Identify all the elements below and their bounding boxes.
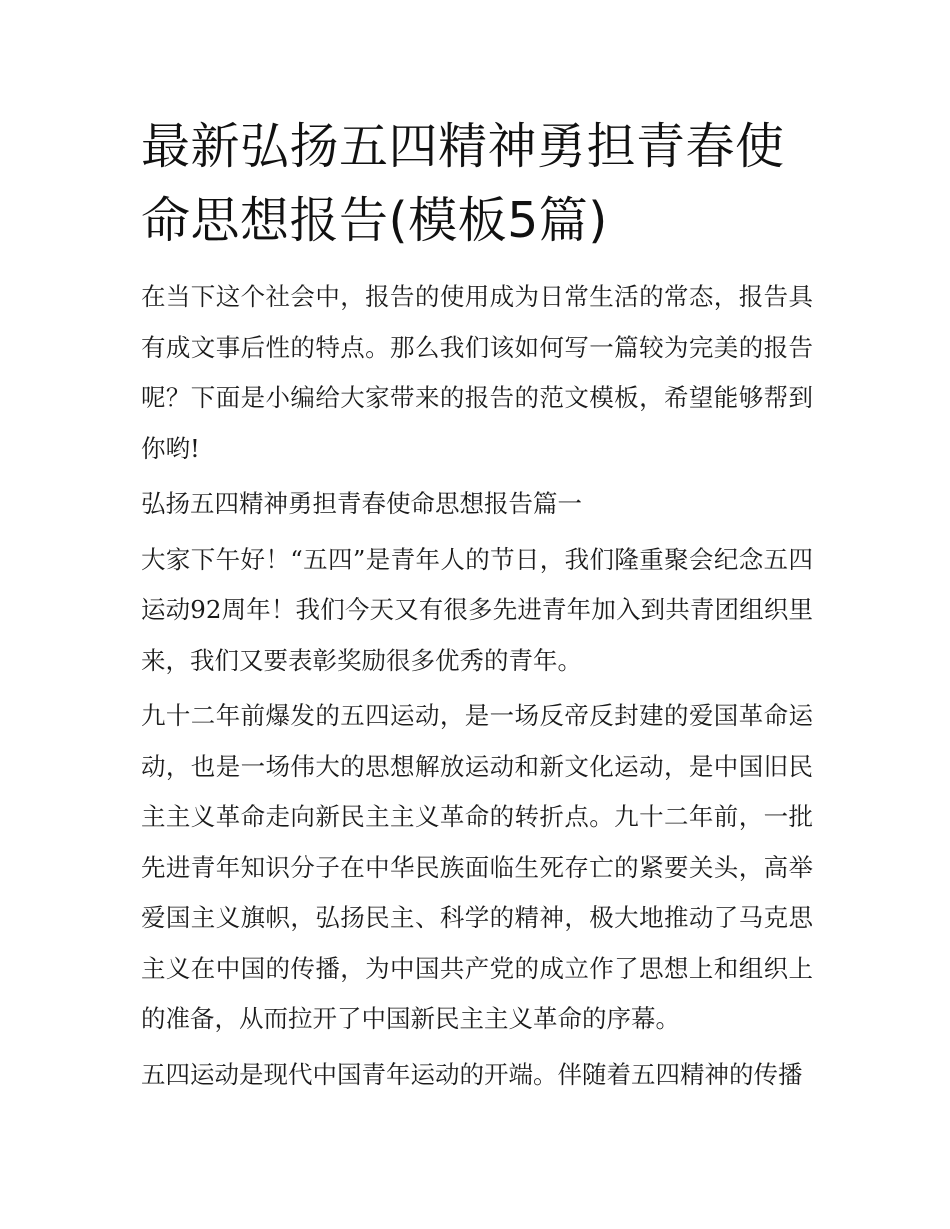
section-heading: 弘扬五四精神勇担青春使命思想报告篇一 (141, 489, 582, 518)
document-body (141, 110, 813, 1100)
body-paragraph: 大家下午好！“五四”是青年人的节日，我们隆重聚会纪念五四运动92周年！我们今天又有很多先进青年加入到共青团组织里来，我们又要表彰奖励很多优秀的青年。 (141, 544, 813, 675)
intro-paragraph: 在当下这个社会中，报告的使用成为日常生活的常态，报告具有成文事后性的特点。那么我们该如何写一篇较为完美的报告呢？下面是小编给大家带来的报告的范文模板，希望能够帮到你哟! (141, 282, 813, 463)
body-paragraph: 五四运动是现代中国青年运动的开端。伴随着五四精神的传播 (141, 1059, 803, 1089)
document-title: 最新弘扬五四精神勇担青春使命思想报告(模板5篇) (141, 118, 785, 249)
body-paragraph: 九十二年前爆发的五四运动，是一场反帝反封建的爱国革命运动，也是一场伟大的思想解放运动和新文化运动，是中国旧民主主义革命走向新民主主义革命的转折点。九十二年前，一批先进青年知识分子在中华民族面临生死存亡的紧要关头，高举爱国主义旗帜，弘扬民主、科学的精神，极大地推动了马克思主义在中国的传播，为中国共产党的成立作了思想上和组织上的准备，从而拉开了中国新民主主义革命的序幕。 (141, 701, 813, 1033)
